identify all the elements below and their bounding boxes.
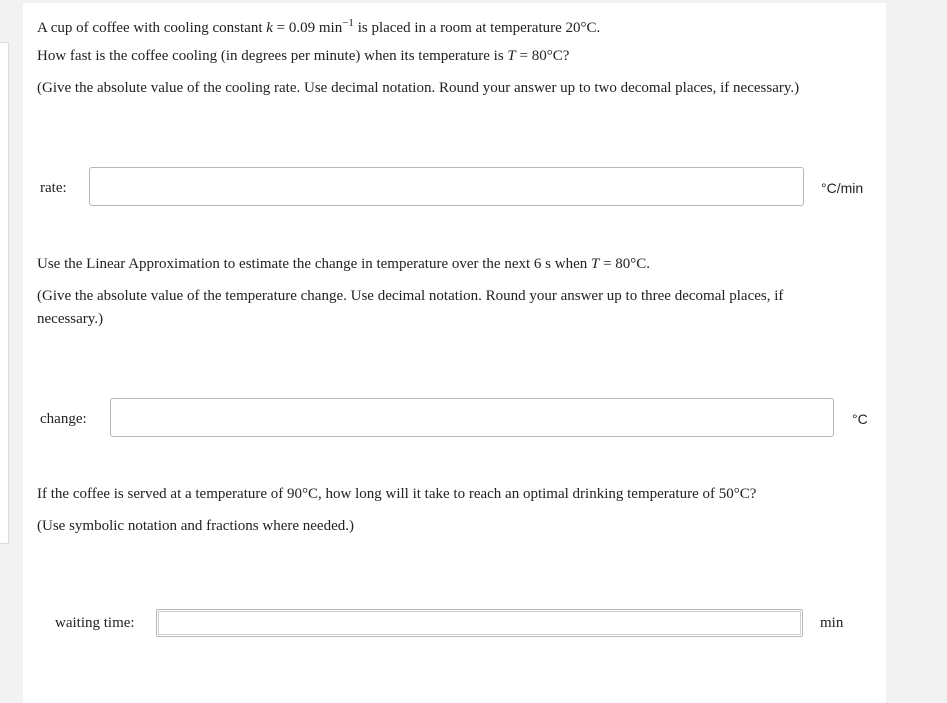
question-card [23, 3, 886, 703]
question-1 [37, 45, 569, 68]
question-2-note: (Give the absolute value of the temperature change. Use decimal notation. Round your answer up to three decomal places, if necessary.) [37, 288, 784, 327]
room-temperature-text: is placed in a room at temperature 20°C. [353, 20, 601, 36]
question-3: If the coffee is served at a temperature of 90°C, how long will it take to reach an optimal drinking temperature of 50°C? [37, 486, 757, 502]
problem-intro [37, 12, 600, 40]
q1-temperature: = 80°C? [515, 48, 570, 64]
k-exponent: −1 [342, 17, 354, 29]
rate-unit: °C/min [821, 180, 864, 196]
waiting-time-unit: min [820, 615, 844, 631]
q2-text: Use the Linear Approximation to estimate the change in temperature over the next 6 s when [37, 256, 591, 272]
question-2 [37, 253, 650, 276]
question-3-note: (Use symbolic notation and fractions where needed.) [37, 518, 354, 534]
change-unit: °C [852, 411, 868, 427]
waiting-time-field[interactable] [156, 609, 803, 637]
change-input[interactable] [110, 398, 834, 437]
waiting-time-label: waiting time: [55, 615, 135, 631]
T-symbol-2: T [591, 256, 600, 272]
question-1-note: (Give the absolute value of the cooling rate. Use decimal notation. Round your answer up to two decomal places, if necessary.) [37, 80, 800, 96]
q1-text: How fast is the coffee cooling (in degrees per minute) when its temperature is [37, 48, 508, 64]
waiting-time-input[interactable] [158, 611, 801, 635]
T-symbol: T [507, 48, 516, 64]
q2-temperature: = 80°C. [599, 256, 651, 272]
change-label: change: [40, 411, 87, 427]
rate-label: rate: [40, 180, 67, 196]
k-symbol: k [266, 20, 273, 36]
intro-text: A cup of coffee with cooling constant [37, 20, 267, 36]
k-value: = 0.09 min [272, 20, 343, 36]
rate-input[interactable] [89, 167, 804, 206]
side-panel-edge [0, 42, 9, 544]
